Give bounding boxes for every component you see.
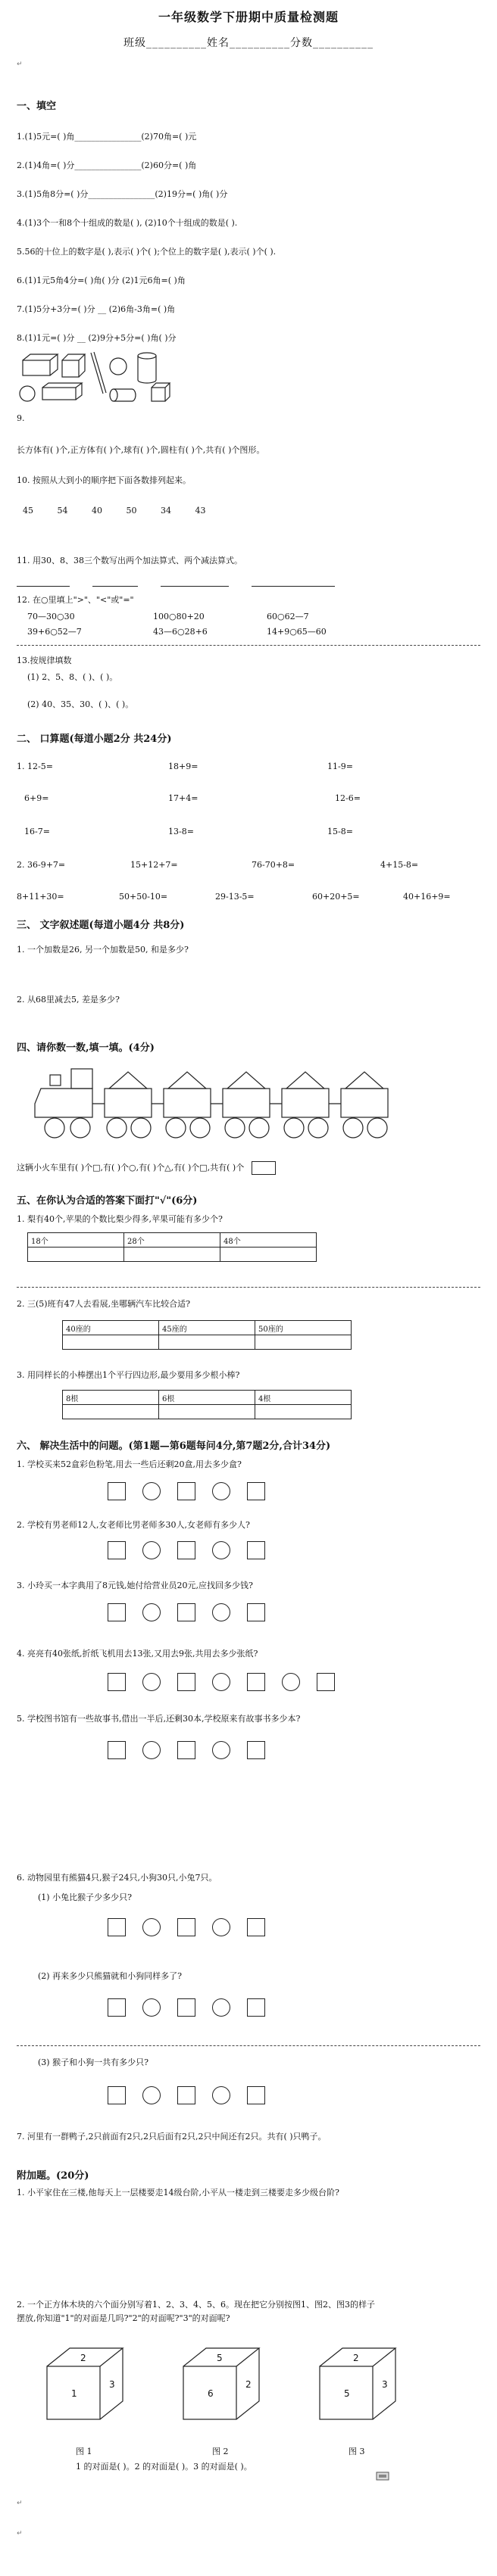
car-rectangle <box>282 1089 329 1117</box>
number-item: 45 <box>23 506 33 516</box>
mental-math-item: 15+12+7= <box>130 860 178 870</box>
mental-math-item: 4+15-8= <box>380 860 419 870</box>
ball-shape <box>20 386 35 401</box>
chimney-square <box>50 1075 61 1086</box>
cube-figures <box>39 2341 433 2454</box>
svg-text:6: 6 <box>208 2388 214 2399</box>
bonus-problem-2-line-2: 摆放,你知道"1"的对面是几吗?"2"的对面呢?"3"的对面呢? <box>17 2313 230 2323</box>
svg-text:5: 5 <box>217 2353 223 2363</box>
mental-math-item: 11-9= <box>327 762 353 771</box>
question-1-6: 6.(1)1元5角4分=( )角( )分 (2)1元6角=( )角 <box>17 276 186 285</box>
page-divider <box>17 645 480 646</box>
shapes-illustration <box>18 350 200 410</box>
cuboid-shape <box>23 360 50 375</box>
paragraph-mark: ↵ <box>17 2530 23 2537</box>
answer-rectangle <box>252 1161 276 1175</box>
question-1-10: 10. 按照从大到小的顺序把下面各数排列起来。 <box>17 475 191 485</box>
mental-math-item: 16-7= <box>24 827 50 836</box>
figure-label-1: 图 1 <box>76 2447 92 2456</box>
question-1-4: 4.(1)3个一和8个十组成的数是( ), (2)10个十组成的数是( ). <box>17 218 238 228</box>
section-4-title: 四、请你数一数,填一填。(4分) <box>17 1042 155 1054</box>
choice-question-2: 2. 三(5)班有47人去看展,坐哪辆汽车比较合适? <box>17 1299 190 1309</box>
figure-label-2: 图 2 <box>212 2447 229 2456</box>
roof-triangle <box>227 1072 265 1089</box>
compare-item: 100○80+20 <box>153 612 205 621</box>
svg-text:5: 5 <box>344 2388 350 2399</box>
question-1-12: 12. 在○里填上">"、"<"或"=" <box>17 595 134 605</box>
problem-6-6-2: (2) 再来多少只熊猫就和小狗同样多了? <box>38 1971 182 1981</box>
choice-cell: 18个 <box>28 1233 124 1248</box>
equation-boxes <box>108 1541 282 1559</box>
wheel-circle <box>107 1118 127 1138</box>
cylinder-shape <box>138 353 156 359</box>
wheel-circle <box>284 1118 304 1138</box>
train-illustration <box>27 1066 406 1149</box>
svg-text:3: 3 <box>109 2379 115 2390</box>
mental-math-item: 60+20+5= <box>312 892 360 902</box>
mental-math-item: 18+9= <box>168 762 198 771</box>
paragraph-mark: ↵ <box>17 2500 23 2507</box>
page-divider <box>17 1287 480 1288</box>
cube-figure-1 <box>47 2348 123 2419</box>
number-item: 50 <box>126 506 137 516</box>
section-6-title: 六、 解决生活中的问题。(第1题—第6题每问4分,第7题2分,合计34分) <box>17 1441 331 1452</box>
cylinder-shape <box>110 389 117 401</box>
choice-cell: 48个 <box>220 1233 317 1248</box>
equation-boxes <box>108 1998 282 2017</box>
problem-6-6-3: (3) 猴子和小狗一共有多少只? <box>38 2057 148 2067</box>
cuboid-shape <box>42 388 76 400</box>
bonus-answer-line: 1 的对面是( )。2 的对面是( )。3 的对面是( )。 <box>76 2462 252 2472</box>
choice-cell: 6根 <box>159 1391 255 1405</box>
question-1-2: 2.(1)4角=( )分________________(2)60分=( )角 <box>17 160 197 170</box>
engine-trapezoid <box>35 1089 92 1117</box>
section-3-title: 三、 文字叙述题(每道小题4分 共8分) <box>17 920 185 931</box>
number-item: 34 <box>161 506 171 516</box>
number-list <box>23 506 206 516</box>
cube-shape <box>62 360 79 377</box>
choice-table-1 <box>27 1232 317 1262</box>
compare-item: 39+6○52—7 <box>27 627 82 637</box>
wheel-circle <box>45 1118 64 1138</box>
choice-table-2 <box>62 1320 352 1350</box>
section-5-title: 五、在你认为合适的答案下面打"√"(6分) <box>17 1195 198 1207</box>
question-1-3: 3.(1)5角8分=( )分________________(2)19分=( )角( )分 <box>17 189 228 199</box>
mental-math-item: 12-6= <box>335 793 361 803</box>
wheel-circle <box>190 1118 210 1138</box>
equation-boxes <box>108 1918 282 1936</box>
number-item: 43 <box>195 506 206 516</box>
answer-blanks <box>17 578 335 590</box>
equation-boxes <box>108 1741 282 1759</box>
wheel-circle <box>249 1118 269 1138</box>
svg-text:2: 2 <box>353 2353 359 2363</box>
roof-triangle <box>109 1072 147 1089</box>
mental-math-item: 40+16+9= <box>403 892 451 902</box>
problem-6-2: 2. 学校有男老师12人,女老师比男老师多30人,女老师有多少人? <box>17 1520 250 1530</box>
stick-shape <box>91 352 106 394</box>
mental-math-item: 17+4= <box>168 793 198 803</box>
figure-label-3: 图 3 <box>349 2447 365 2456</box>
car-rectangle <box>223 1089 270 1117</box>
compare-item: 43—6○28+6 <box>153 627 208 637</box>
car-rectangle <box>341 1089 388 1117</box>
section-2-title: 二、 口算题(每道小题2分 共24分) <box>17 734 172 745</box>
compare-item: 70—30○30 <box>27 612 75 621</box>
problem-6-7: 7. 河里有一群鸭子,2只前面有2只,2只后面有2只,2只中间还有2只。共有( )只鸭子。 <box>17 2132 327 2141</box>
cab-square <box>71 1069 92 1089</box>
question-1-13: 13.按规律填数 <box>17 656 72 665</box>
problem-6-3: 3. 小玲买一本字典用了8元钱,她付给营业员20元,应找回多少钱? <box>17 1581 253 1590</box>
paragraph-mark: ↵ <box>17 61 23 68</box>
mental-math-item: 29-13-5= <box>215 892 255 902</box>
mental-math-item: 1. 12-5= <box>17 762 53 771</box>
choice-cell: 50座的 <box>255 1321 352 1335</box>
word-problem-2: 2. 从68里减去5, 差是多少? <box>17 995 120 1005</box>
equation-boxes <box>108 1673 352 1691</box>
choice-table-3 <box>62 1390 352 1419</box>
mental-math-item: 2. 36-9+7= <box>17 860 66 870</box>
problem-6-6: 6. 动物园里有熊猫4只,猴子24只,小狗30只,小兔7只。 <box>17 1873 217 1883</box>
problem-6-6-1: (1) 小兔比猴子少多少只? <box>38 1892 132 1902</box>
choice-cell: 45座的 <box>159 1321 255 1335</box>
equation-boxes <box>108 2086 282 2104</box>
exam-title: 一年级数学下册期中质量检测题 <box>158 10 339 24</box>
student-info-fields: 班级__________姓名__________分数__________ <box>123 37 374 49</box>
roof-triangle <box>345 1072 383 1089</box>
question-1-9: 长方体有( )个,正方体有( )个,球有( )个,圆柱有( )个,共有( )个图形。 <box>17 445 265 455</box>
section-1-title: 一、填空 <box>17 101 57 112</box>
svg-text:2: 2 <box>245 2379 252 2390</box>
wheel-circle <box>166 1118 186 1138</box>
question-1-8: 8.(1)1元=( )分 __ (2)9分+5分=( )角( )分 <box>17 333 177 343</box>
svg-text:2: 2 <box>80 2353 86 2363</box>
equation-boxes <box>108 1603 282 1621</box>
ball-shape <box>110 358 127 375</box>
bonus-problem-1: 1. 小平家住在三楼,他每天上一层楼要走14级台阶,小平从一楼走到三楼要走多少级台阶? <box>17 2188 339 2198</box>
number-item: 40 <box>92 506 102 516</box>
mental-math-item: 13-8= <box>168 827 194 836</box>
choice-cell: 28个 <box>124 1233 220 1248</box>
bonus-section-title: 附加题。(20分) <box>17 2170 89 2182</box>
wheel-circle <box>70 1118 90 1138</box>
question-1-13-b: (2) 40、35、30、( )、( )。 <box>27 699 134 709</box>
number-item: 54 <box>57 506 68 516</box>
stamp-icon <box>376 2471 389 2481</box>
wheel-circle <box>343 1118 363 1138</box>
roof-triangle <box>286 1072 324 1089</box>
compare-item: 60○62—7 <box>267 612 309 621</box>
choice-cell: 8根 <box>63 1391 159 1405</box>
cube-figure-3 <box>320 2348 395 2419</box>
svg-text:1: 1 <box>71 2388 77 2399</box>
car-rectangle <box>164 1089 211 1117</box>
question-1-13-a: (1) 2、5、8、( )、( )。 <box>27 672 118 682</box>
mental-math-item: 76-70+8= <box>252 860 295 870</box>
compare-item: 14+9○65—60 <box>267 627 327 637</box>
question-1-11: 11. 用30、8、38三个数写出两个加法算式、两个减法算式。 <box>17 556 242 565</box>
choice-cell: 40座的 <box>63 1321 159 1335</box>
question-1-1: 1.(1)5元=( )角________________(2)70角=( )元 <box>17 132 197 142</box>
cube-shape <box>152 388 165 401</box>
question-1-5: 5.56的十位上的数字是( ),表示( )个( );个位上的数字是( ),表示( )个( ). <box>17 247 277 257</box>
wheel-circle <box>131 1118 151 1138</box>
wheel-circle <box>367 1118 387 1138</box>
cube-figure-2 <box>183 2348 259 2419</box>
question-1-9-number: 9. <box>17 413 25 423</box>
choice-question-1: 1. 梨有40个,苹果的个数比梨少得多,苹果可能有多少个? <box>17 1214 223 1224</box>
problem-6-5: 5. 学校图书馆有一些故事书,借出一半后,还剩30本,学校原来有故事书多少本? <box>17 1714 301 1724</box>
question-1-7: 7.(1)5分+3分=( )分 __ (2)6角-3角=( )角 <box>17 304 176 314</box>
car-rectangle <box>105 1089 152 1117</box>
roof-triangle <box>168 1072 206 1089</box>
word-problem-1: 1. 一个加数是26, 另一个加数是50, 和是多少? <box>17 945 189 955</box>
equation-boxes <box>108 1482 282 1500</box>
wheel-circle <box>225 1118 245 1138</box>
problem-6-1: 1. 学校买来52盒彩色粉笔,用去一些后还剩20盒,用去多少盒? <box>17 1459 242 1469</box>
mental-math-item: 6+9= <box>24 793 49 803</box>
choice-cell: 4根 <box>255 1391 352 1405</box>
mental-math-item: 15-8= <box>327 827 353 836</box>
mental-math-item: 50+50-10= <box>119 892 168 902</box>
problem-6-4: 4. 亮亮有40张纸,折纸飞机用去13张,又用去9张,共用去多少张纸? <box>17 1649 258 1659</box>
page-divider <box>17 2045 480 2046</box>
mental-math-item: 8+11+30= <box>17 892 64 902</box>
choice-question-3: 3. 用同样长的小棒摆出1个平行四边形,最少要用多少根小棒? <box>17 1370 240 1380</box>
svg-text:3: 3 <box>382 2379 388 2390</box>
bonus-problem-2-line-1: 2. 一个正方体木块的六个面分别写着1、2、3、4、5、6。现在把它分别按图1、图2、图3的样子 <box>17 2300 375 2310</box>
wheel-circle <box>308 1118 328 1138</box>
train-count-question: 这辆小火车里有( )个□,有( )个○,有( )个△,有( )个□,共有( )个 <box>17 1161 276 1175</box>
